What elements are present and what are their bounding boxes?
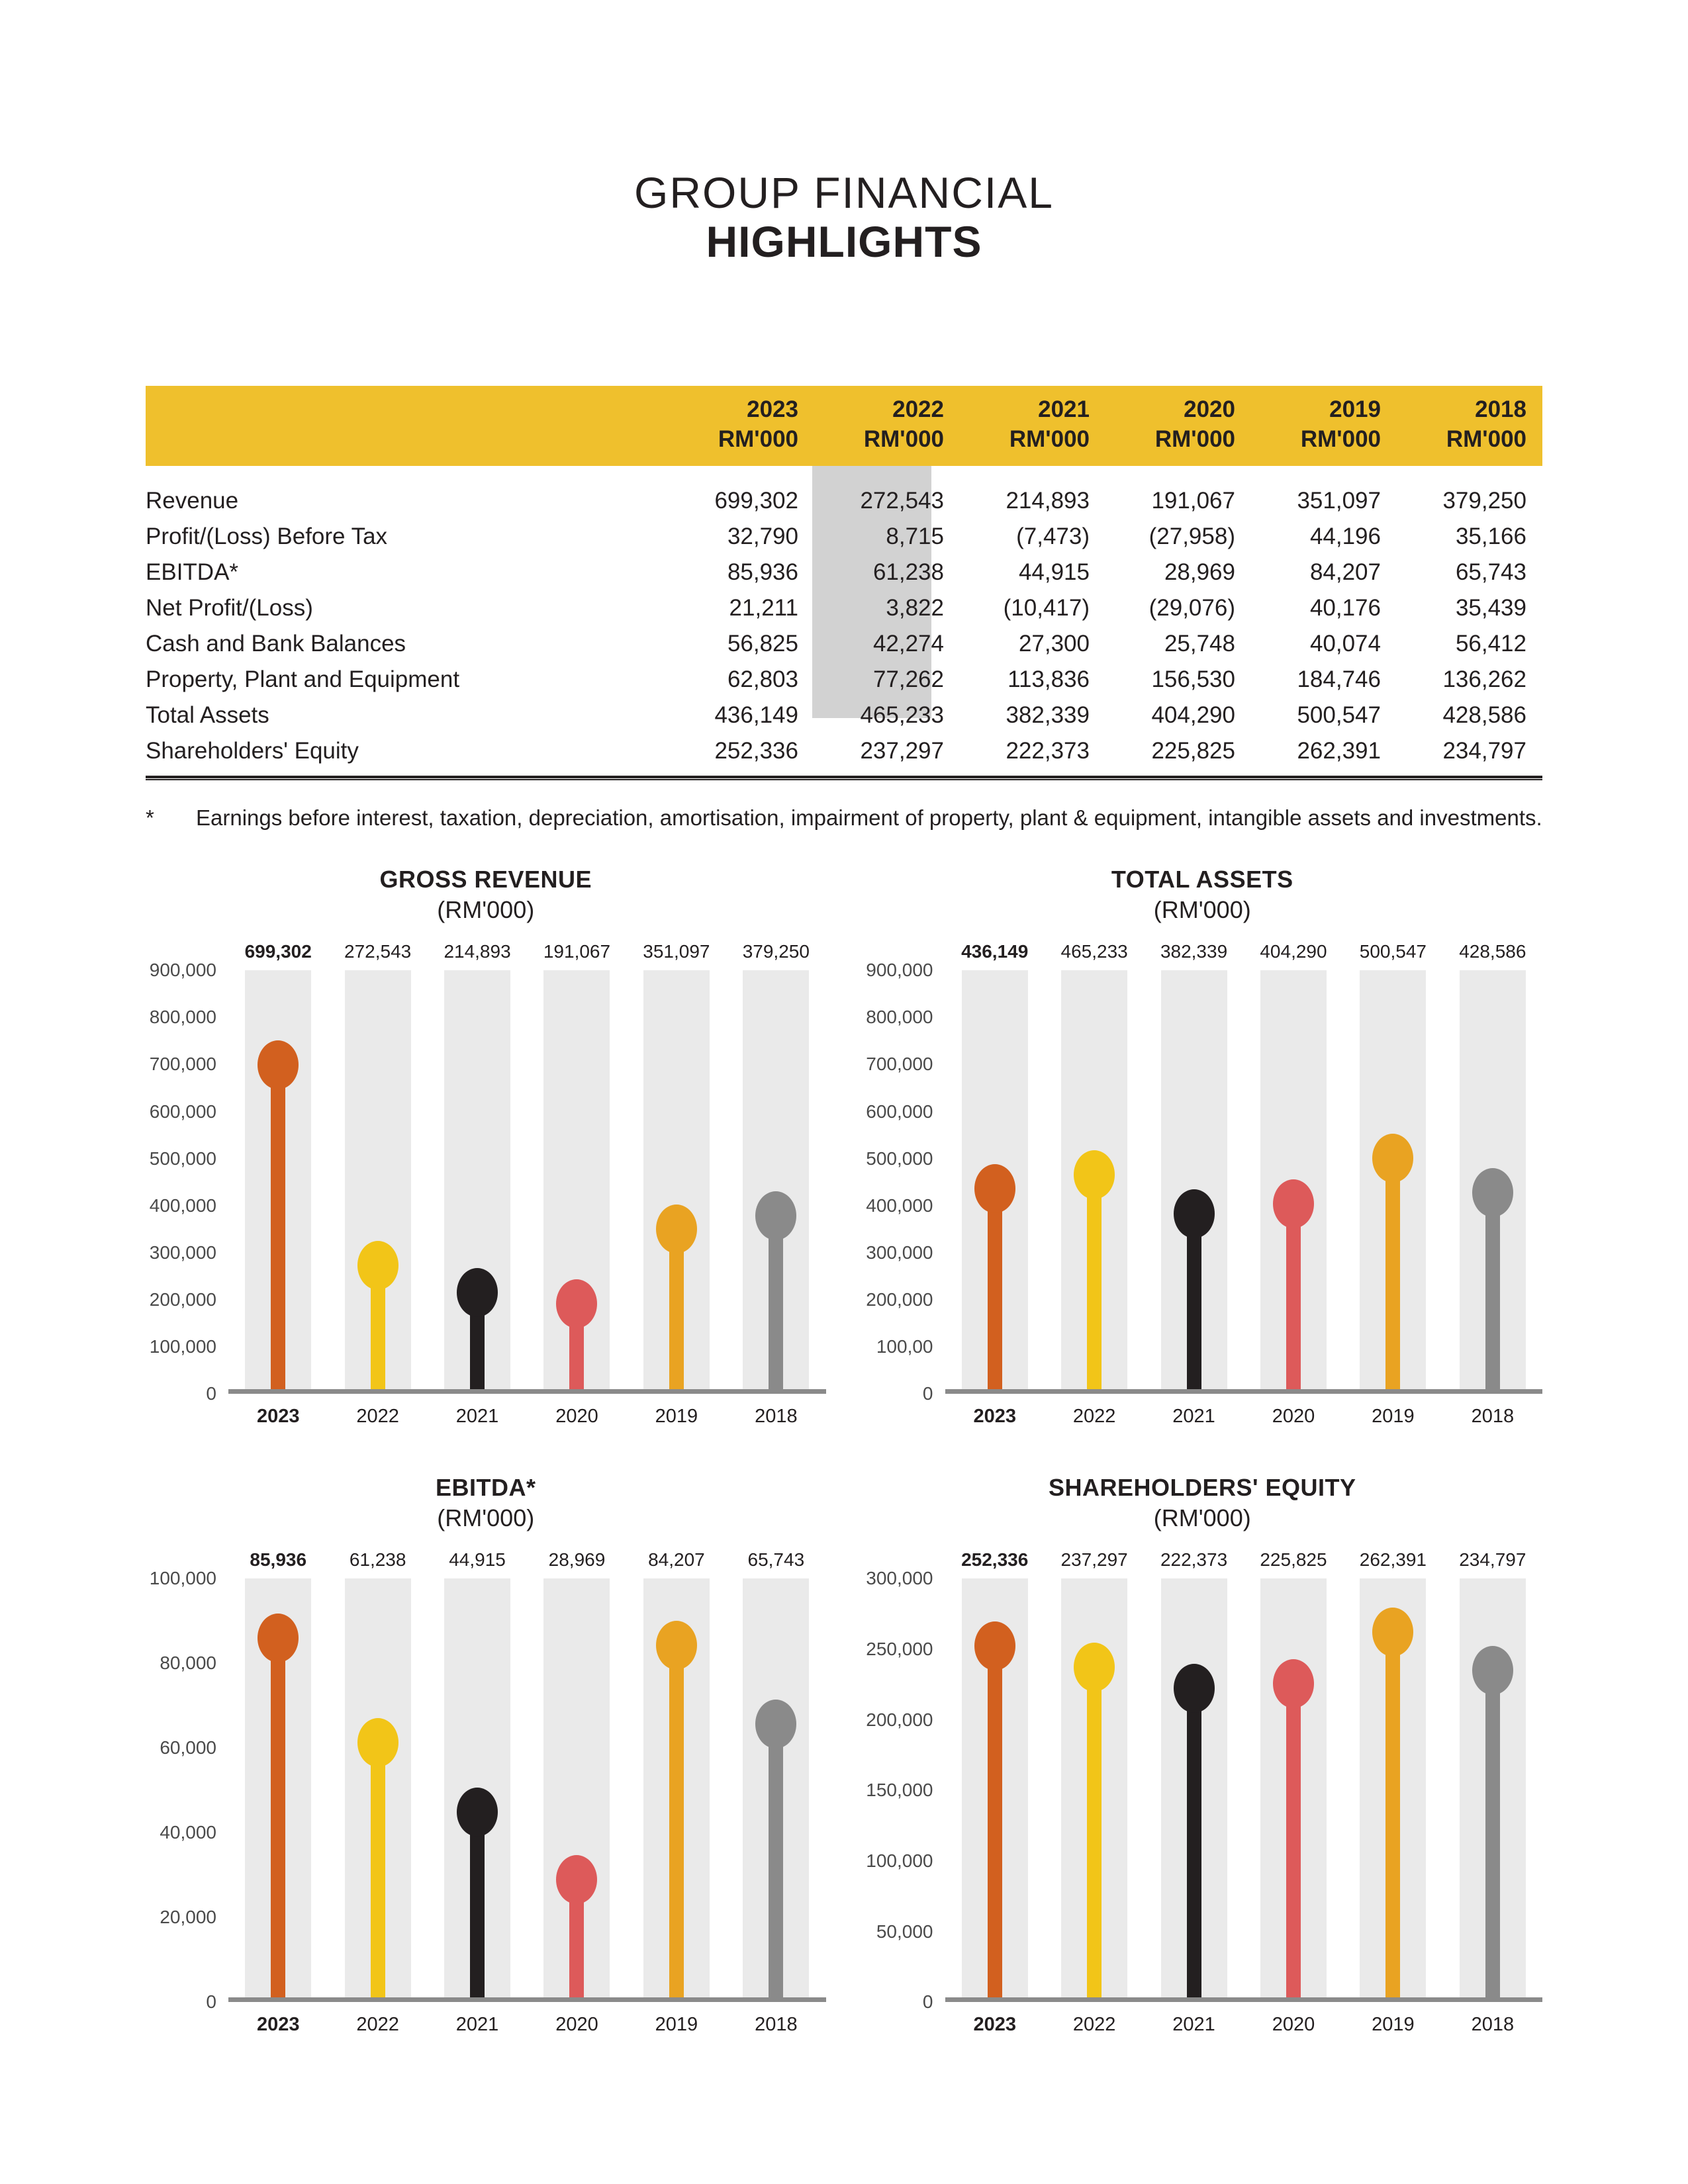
row-label: Total Assets — [146, 702, 269, 729]
row-label: Net Profit/(Loss) — [146, 595, 313, 621]
lollipop-stem — [1485, 1193, 1500, 1394]
chart-column — [1045, 1578, 1144, 2002]
page-title — [146, 0, 1542, 267]
y-axis-tick-label: 100,00 — [876, 1336, 933, 1357]
lollipop-stem — [769, 1724, 783, 2003]
header-year: 2022 — [892, 396, 944, 422]
table-bottom-rule — [146, 776, 1542, 780]
chart-plot-area — [863, 1568, 1543, 2013]
header-unit: RM'000 — [718, 426, 798, 452]
financial-table-wrapper — [146, 386, 1542, 781]
y-axis-tick-label: 600,000 — [149, 1101, 216, 1122]
row-label: EBITDA* — [146, 559, 239, 586]
y-axis-tick-label: 100,000 — [866, 1850, 933, 1871]
y-axis-tick-label: 800,000 — [866, 1007, 933, 1028]
table-cell: 56,825 — [727, 631, 798, 657]
table-cell: 136,262 — [1442, 666, 1526, 693]
lollipop-stem — [371, 1743, 385, 2002]
lollipop-stem — [271, 1638, 285, 2002]
chart-body — [146, 941, 826, 1428]
x-axis-tick-label: 2021 — [1172, 2014, 1215, 2036]
lollipop-stem — [1187, 1214, 1201, 1394]
table-cell: 84,207 — [1309, 559, 1381, 586]
lollipop-marker — [656, 1205, 697, 1253]
table-spacer-row — [146, 466, 1542, 483]
chart-data-label: 237,297 — [1060, 1549, 1128, 1570]
table-cell: 428,586 — [1442, 702, 1526, 729]
lollipop-marker — [755, 1700, 796, 1749]
x-axis-tick-label: 2020 — [1272, 1406, 1315, 1428]
x-axis-tick-label: 2023 — [973, 2014, 1016, 2036]
x-axis-tick-label: 2019 — [1372, 2014, 1415, 2036]
table-cell: 500,547 — [1297, 702, 1381, 729]
chart-data-label: 272,543 — [344, 941, 412, 962]
header-unit: RM'000 — [1300, 426, 1381, 452]
x-axis-tick-label: 2022 — [1072, 1406, 1116, 1428]
table-cell: (7,473) — [1016, 523, 1090, 550]
chart-column — [1244, 970, 1343, 1394]
chart-data-label: 191,067 — [543, 941, 611, 962]
chart-data-label: 500,547 — [1359, 941, 1427, 962]
header-unit: RM'000 — [1154, 426, 1235, 452]
y-axis-tick-label: 40,000 — [160, 1822, 216, 1843]
chart-title: SHAREHOLDERS' EQUITY — [1048, 1474, 1356, 1502]
x-axis-tick-label: 2023 — [256, 1406, 300, 1428]
table-header-2020 — [1105, 386, 1251, 467]
row-label: Property, Plant and Equipment — [146, 666, 460, 693]
header-unit: RM'000 — [1009, 426, 1090, 452]
lollipop-stem — [1286, 1204, 1301, 1394]
chart-subtitle: (RM'000) — [1153, 896, 1251, 924]
lollipop-stem — [1187, 1688, 1201, 2002]
row-label: Shareholders' Equity — [146, 738, 359, 764]
financial-highlights-table — [146, 386, 1542, 770]
lollipop-marker — [1472, 1168, 1513, 1217]
table-header-row — [146, 386, 1542, 467]
lollipop-stem — [769, 1216, 783, 1394]
y-axis-tick-label: 500,000 — [866, 1148, 933, 1169]
footnote-text: Earnings before interest, taxation, depreciation, amortisation, impairment of property, plant & equipment, intangible assets and investments. — [196, 805, 1542, 831]
y-axis-tick-label: 500,000 — [149, 1148, 216, 1169]
y-axis-tick-label: 0 — [922, 1991, 933, 2013]
y-axis-tick-label: 50,000 — [876, 1921, 933, 1942]
x-axis-tick-label: 2019 — [655, 2014, 698, 2036]
chart-title: TOTAL ASSETS — [1111, 866, 1293, 893]
chart-data-label: 61,238 — [349, 1549, 406, 1570]
chart-column — [1244, 1578, 1343, 2002]
y-axis-tick-label: 300,000 — [149, 1242, 216, 1263]
table-cell: 3,822 — [886, 595, 944, 621]
x-axis-tick-label: 2018 — [755, 2014, 798, 2036]
lollipop-marker — [1273, 1659, 1314, 1708]
lollipop-stem — [1087, 1667, 1102, 2002]
y-axis-tick-label: 200,000 — [149, 1289, 216, 1310]
lollipop-stem — [1087, 1175, 1102, 1394]
chart-data-label: 85,936 — [250, 1549, 307, 1570]
table-cell: 214,893 — [1006, 488, 1090, 514]
table-cell: 382,339 — [1006, 702, 1090, 729]
chart-data-label: 222,373 — [1160, 1549, 1228, 1570]
chart-baseline — [945, 1997, 1543, 2002]
chart-shareholders-equity — [863, 1474, 1543, 2036]
x-axis-tick-label: 2021 — [455, 2014, 499, 2036]
lollipop-stem — [669, 1229, 684, 1394]
chart-data-labels — [146, 941, 826, 962]
table-cell: 272,543 — [860, 488, 944, 514]
lollipop-stem — [271, 1065, 285, 1394]
x-axis-tick-label: 2018 — [1471, 2014, 1515, 2036]
chart-gross-revenue — [146, 866, 826, 1428]
lollipop-marker — [556, 1279, 597, 1328]
lollipop-marker — [258, 1040, 299, 1089]
footnote — [146, 803, 1542, 834]
chart-column — [1144, 970, 1243, 1394]
chart-data-label: 351,097 — [643, 941, 710, 962]
x-axis-tick-label: 2023 — [973, 1406, 1016, 1428]
lollipop-marker — [1273, 1179, 1314, 1228]
table-cell: 8,715 — [886, 523, 944, 550]
chart-title: GROSS REVENUE — [379, 866, 592, 893]
table-cell: 44,915 — [1018, 559, 1090, 586]
lollipop-stem — [1385, 1632, 1400, 2003]
page-title-line-2: HIGHLIGHTS — [706, 216, 982, 266]
y-axis-tick-label: 0 — [922, 1383, 933, 1404]
y-axis-tick-label: 400,000 — [149, 1195, 216, 1216]
y-axis-tick-label: 700,000 — [149, 1054, 216, 1075]
chart-column — [627, 1578, 726, 2002]
chart-data-labels — [863, 941, 1543, 962]
table-cell: 77,262 — [872, 666, 944, 693]
lollipop-marker — [1372, 1608, 1413, 1657]
y-axis-tick-label: 0 — [206, 1991, 216, 2013]
table-row — [146, 590, 1542, 626]
x-axis-tick-label: 2020 — [555, 2014, 598, 2036]
table-cell: 56,412 — [1455, 631, 1526, 657]
footnote-marker: * — [146, 805, 154, 831]
chart-column — [945, 970, 1045, 1394]
chart-x-axis — [146, 1406, 826, 1428]
table-header-2021 — [960, 386, 1105, 467]
chart-data-label: 428,586 — [1459, 941, 1526, 962]
table-header-2019 — [1251, 386, 1397, 467]
chart-data-label: 234,797 — [1459, 1549, 1526, 1570]
chart-y-axis — [863, 1568, 945, 2013]
chart-data-label: 262,391 — [1359, 1549, 1427, 1570]
lollipop-stem — [1286, 1684, 1301, 2003]
chart-column — [228, 1578, 328, 2002]
lollipop-marker — [1372, 1134, 1413, 1183]
chart-columns — [228, 970, 826, 1394]
table-row — [146, 733, 1542, 769]
table-cell: 25,748 — [1164, 631, 1235, 657]
page-title-line-1: GROUP FINANCIAL — [634, 168, 1054, 217]
x-axis-tick-label: 2021 — [1172, 1406, 1215, 1428]
y-axis-tick-label: 200,000 — [866, 1289, 933, 1310]
y-axis-tick-label: 150,000 — [866, 1780, 933, 1801]
lollipop-marker — [457, 1268, 498, 1317]
x-axis-tick-label: 2022 — [1072, 2014, 1116, 2036]
table-cell: 35,439 — [1455, 595, 1526, 621]
table-body — [146, 466, 1542, 769]
y-axis-tick-label: 400,000 — [866, 1195, 933, 1216]
chart-data-label: 404,290 — [1260, 941, 1327, 962]
table-cell: 62,803 — [727, 666, 798, 693]
chart-column — [726, 1578, 825, 2002]
table-cell: 35,166 — [1455, 523, 1526, 550]
row-label: Profit/(Loss) Before Tax — [146, 523, 388, 550]
chart-column — [428, 970, 527, 1394]
y-axis-tick-label: 800,000 — [149, 1007, 216, 1028]
y-axis-tick-label: 100,000 — [149, 1336, 216, 1357]
chart-x-axis — [863, 1406, 1543, 1428]
table-cell: 465,233 — [860, 702, 944, 729]
header-unit: RM'000 — [863, 426, 944, 452]
chart-column — [328, 970, 427, 1394]
table-cell: (27,958) — [1149, 523, 1235, 550]
chart-data-label: 84,207 — [648, 1549, 705, 1570]
y-axis-tick-label: 100,000 — [149, 1568, 216, 1589]
row-label: Revenue — [146, 488, 239, 514]
chart-data-label: 252,336 — [961, 1549, 1029, 1570]
chart-plot-area — [146, 960, 826, 1404]
y-axis-tick-label: 300,000 — [866, 1568, 933, 1589]
chart-column — [328, 1578, 427, 2002]
table-row — [146, 519, 1542, 555]
x-axis-tick-label: 2020 — [555, 1406, 598, 1428]
table-cell: 184,746 — [1297, 666, 1381, 693]
chart-total-assets — [863, 866, 1543, 1428]
chart-column — [627, 970, 726, 1394]
x-axis-tick-label: 2018 — [755, 1406, 798, 1428]
chart-data-labels — [863, 1549, 1543, 1570]
chart-y-axis — [146, 960, 228, 1404]
chart-column — [945, 1578, 1045, 2002]
table-cell: (29,076) — [1149, 595, 1235, 621]
chart-column — [1144, 1578, 1243, 2002]
chart-data-label: 699,302 — [244, 941, 312, 962]
lollipop-marker — [1074, 1150, 1115, 1199]
x-axis-tick-label: 2023 — [256, 2014, 300, 2036]
chart-x-axis — [146, 2014, 826, 2036]
chart-data-label: 379,250 — [742, 941, 810, 962]
table-cell: 32,790 — [727, 523, 798, 550]
chart-column — [428, 1578, 527, 2002]
row-label: Cash and Bank Balances — [146, 631, 406, 657]
lollipop-marker — [1174, 1189, 1215, 1238]
chart-column — [527, 970, 626, 1394]
chart-data-labels — [146, 1549, 826, 1570]
lollipop-marker — [656, 1621, 697, 1670]
table-cell: 237,297 — [860, 738, 944, 764]
table-cell: 379,250 — [1442, 488, 1526, 514]
lollipop-marker — [1174, 1664, 1215, 1713]
chart-column — [1343, 1578, 1442, 2002]
chart-y-axis — [863, 960, 945, 1404]
chart-subtitle: (RM'000) — [437, 896, 535, 924]
header-unit: RM'000 — [1446, 426, 1526, 452]
table-cell: 156,530 — [1151, 666, 1235, 693]
y-axis-tick-label: 900,000 — [149, 960, 216, 981]
x-axis-tick-label: 2019 — [1372, 1406, 1415, 1428]
table-cell: 351,097 — [1297, 488, 1381, 514]
lollipop-marker — [974, 1164, 1015, 1213]
lollipop-marker — [457, 1788, 498, 1837]
lollipop-stem — [1485, 1670, 1500, 2002]
y-axis-tick-label: 900,000 — [866, 960, 933, 981]
table-cell: 21,211 — [729, 595, 798, 621]
chart-plot-area — [146, 1568, 826, 2013]
table-cell: 699,302 — [714, 488, 798, 514]
table-row — [146, 626, 1542, 662]
chart-ebitda — [146, 1474, 826, 2036]
chart-column — [527, 1578, 626, 2002]
chart-column — [1443, 1578, 1542, 2002]
table-row — [146, 483, 1542, 519]
lollipop-marker — [556, 1855, 597, 1904]
table-cell: 262,391 — [1297, 738, 1381, 764]
table-cell: 44,196 — [1309, 523, 1381, 550]
chart-data-label: 225,825 — [1260, 1549, 1327, 1570]
lollipop-stem — [669, 1645, 684, 2002]
header-year: 2019 — [1329, 396, 1381, 422]
chart-baseline — [228, 1389, 826, 1394]
lollipop-stem — [988, 1646, 1002, 2002]
chart-data-label: 214,893 — [444, 941, 511, 962]
y-axis-tick-label: 20,000 — [160, 1907, 216, 1928]
chart-subtitle: (RM'000) — [1153, 1504, 1251, 1532]
lollipop-marker — [974, 1621, 1015, 1670]
chart-data-label: 436,149 — [961, 941, 1029, 962]
chart-data-label: 44,915 — [449, 1549, 506, 1570]
chart-body — [863, 1549, 1543, 2036]
chart-x-axis — [863, 2014, 1543, 2036]
chart-columns — [945, 970, 1543, 1394]
x-axis-tick-label: 2022 — [356, 2014, 399, 2036]
lollipop-marker — [258, 1614, 299, 1662]
chart-row-bottom — [146, 1474, 1542, 2036]
lollipop-marker — [357, 1241, 399, 1290]
lollipop-stem — [470, 1812, 485, 2002]
y-axis-tick-label: 600,000 — [866, 1101, 933, 1122]
table-row — [146, 555, 1542, 590]
lollipop-stem — [1385, 1158, 1400, 1394]
lollipop-marker — [755, 1191, 796, 1240]
chart-column — [726, 970, 825, 1394]
table-cell: (10,417) — [1003, 595, 1090, 621]
table-cell: 85,936 — [727, 559, 798, 586]
header-year: 2023 — [747, 396, 798, 422]
charts-section — [146, 866, 1542, 2036]
chart-subtitle: (RM'000) — [437, 1504, 535, 1532]
x-axis-tick-label: 2019 — [655, 1406, 698, 1428]
y-axis-tick-label: 300,000 — [866, 1242, 933, 1263]
table-row — [146, 662, 1542, 698]
table-cell: 40,074 — [1309, 631, 1381, 657]
x-axis-tick-label: 2021 — [455, 1406, 499, 1428]
chart-column — [1443, 970, 1542, 1394]
chart-columns — [945, 1578, 1543, 2002]
table-cell: 113,836 — [1008, 666, 1090, 693]
chart-baseline — [945, 1389, 1543, 1394]
chart-column — [1045, 970, 1144, 1394]
y-axis-tick-label: 700,000 — [866, 1054, 933, 1075]
table-cell: 225,825 — [1151, 738, 1235, 764]
chart-row-top — [146, 866, 1542, 1428]
table-cell: 191,067 — [1151, 488, 1235, 514]
lollipop-marker — [1074, 1643, 1115, 1692]
table-cell: 404,290 — [1151, 702, 1235, 729]
chart-data-label: 28,969 — [548, 1549, 606, 1570]
chart-data-label: 465,233 — [1060, 941, 1128, 962]
y-axis-tick-label: 0 — [206, 1383, 216, 1404]
table-header-2023 — [669, 386, 814, 467]
chart-column — [1343, 970, 1442, 1394]
y-axis-tick-label: 250,000 — [866, 1638, 933, 1659]
table-cell: 234,797 — [1442, 738, 1526, 764]
table-cell: 436,149 — [714, 702, 798, 729]
table-cell: 42,274 — [872, 631, 944, 657]
x-axis-tick-label: 2022 — [356, 1406, 399, 1428]
chart-y-axis — [146, 1568, 228, 2013]
x-axis-tick-label: 2018 — [1471, 1406, 1515, 1428]
y-axis-tick-label: 60,000 — [160, 1737, 216, 1758]
table-cell: 61,238 — [872, 559, 944, 586]
chart-body — [863, 941, 1543, 1428]
header-year: 2018 — [1475, 396, 1526, 422]
table-header-2018 — [1397, 386, 1542, 467]
y-axis-tick-label: 200,000 — [866, 1709, 933, 1730]
y-axis-tick-label: 80,000 — [160, 1653, 216, 1674]
table-row — [146, 698, 1542, 733]
header-year: 2020 — [1184, 396, 1235, 422]
chart-data-label: 382,339 — [1160, 941, 1228, 962]
lollipop-marker — [357, 1718, 399, 1767]
table-cell: 65,743 — [1455, 559, 1526, 586]
chart-plot-area — [863, 960, 1543, 1404]
table-cell: 222,373 — [1006, 738, 1090, 764]
chart-columns — [228, 1578, 826, 2002]
chart-baseline — [228, 1997, 826, 2002]
chart-title: EBITDA* — [435, 1474, 536, 1502]
lollipop-stem — [988, 1189, 1002, 1394]
chart-data-label: 65,743 — [747, 1549, 805, 1570]
chart-body — [146, 1549, 826, 2036]
lollipop-marker — [1472, 1646, 1513, 1695]
table-header-2022 — [814, 386, 960, 467]
table-cell: 27,300 — [1018, 631, 1090, 657]
table-header-label-cell — [146, 386, 669, 467]
x-axis-tick-label: 2020 — [1272, 2014, 1315, 2036]
chart-column — [228, 970, 328, 1394]
table-cell: 252,336 — [714, 738, 798, 764]
table-cell: 40,176 — [1309, 595, 1381, 621]
header-year: 2021 — [1038, 396, 1090, 422]
table-cell: 28,969 — [1164, 559, 1235, 586]
table-head — [146, 386, 1542, 467]
